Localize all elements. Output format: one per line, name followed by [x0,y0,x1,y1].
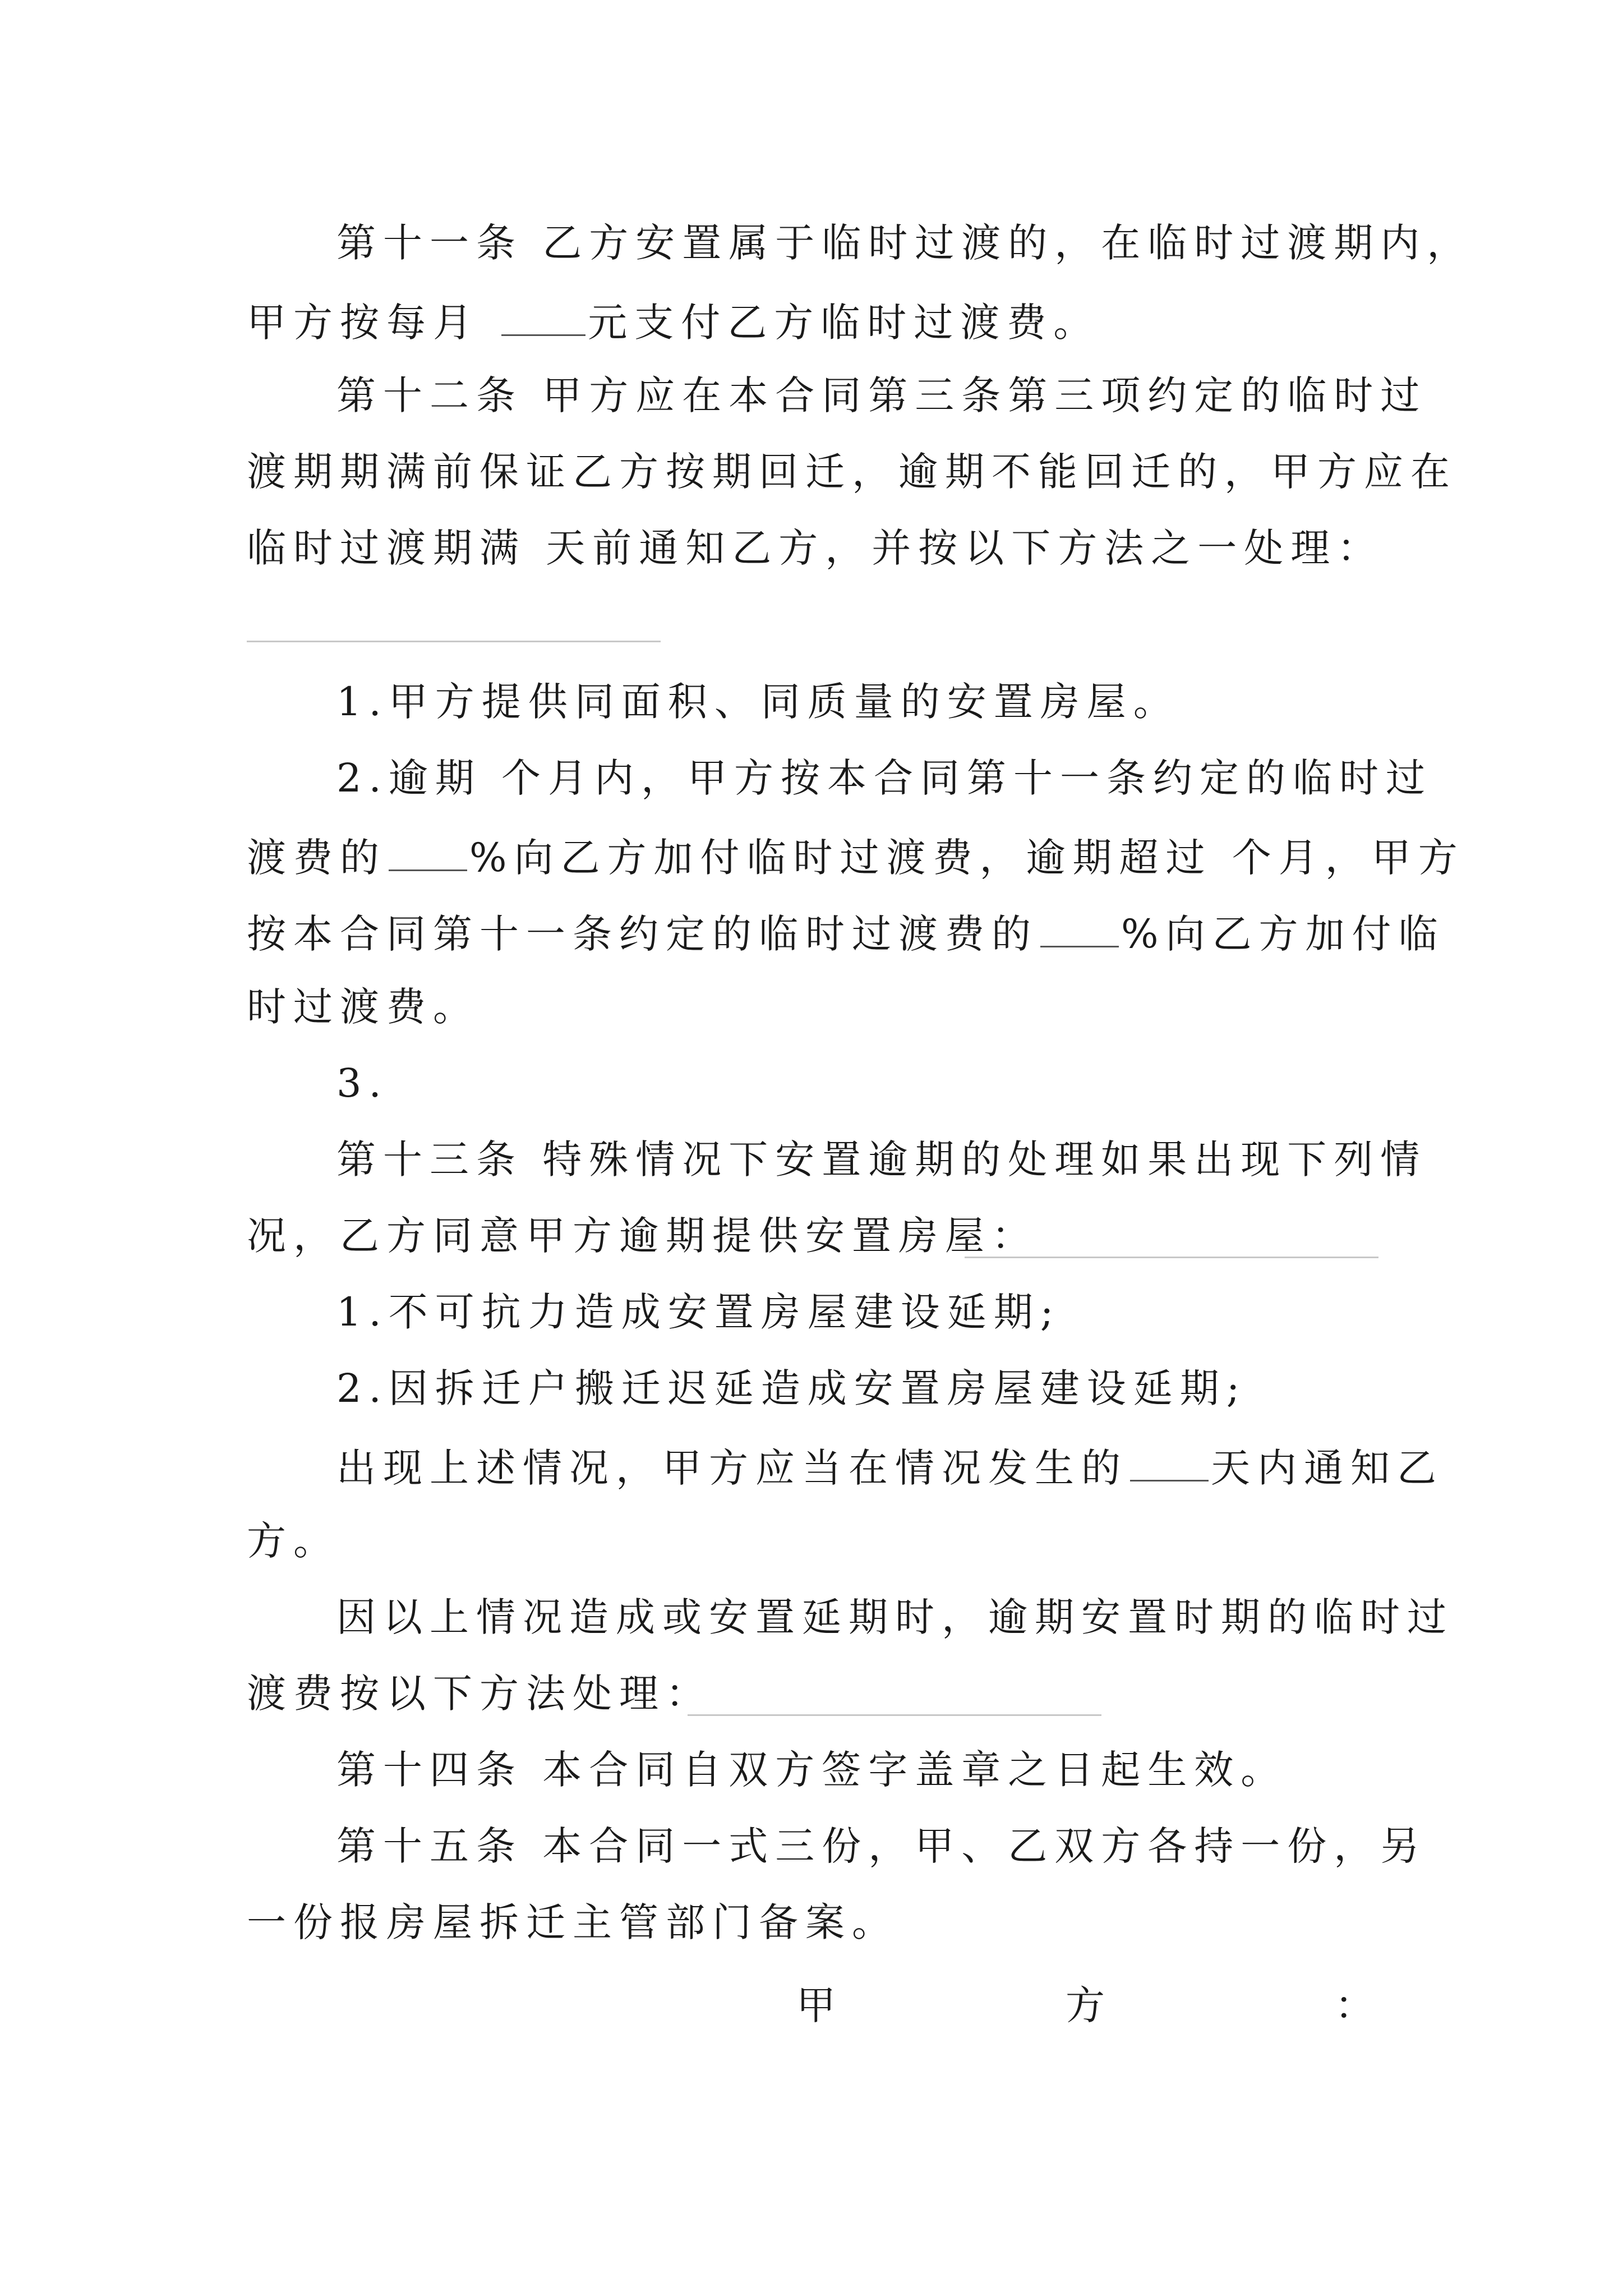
item-2-text-d: %向乙方加付临 [1121,911,1445,957]
article-11-line-1: 第十一条 乙方安置属于临时过渡的，在临时过渡期内， [336,220,1474,266]
article-12-line-3: 临时过渡期满 天前通知乙方，并按以下方法之一处理： [247,525,1384,571]
item-3: 3. [336,1060,389,1106]
item-1: 1.甲方提供同面积、同质量的安置房屋。 [336,679,1180,725]
signature-party-a-char-2: 方 [1066,1982,1105,2028]
article-12-line-1: 第十二条 甲方应在本合同第三条第三项约定的临时过 [336,372,1427,418]
signature-party-a-char-1: 甲 [796,1982,836,2028]
article-11-text-a: 甲方按每月 [247,300,500,346]
item-2-line-4: 时过渡费。 [247,984,479,1030]
item-2-text-b: %向乙方加付临时过渡费，逾期超过 个月，甲方 [469,835,1465,881]
delay-fee-fill-in-line [688,1714,1101,1716]
notice-line-2: 方。 [247,1518,340,1564]
article-13-line-2: 况，乙方同意甲方逾期提供安置房屋： [247,1213,1038,1259]
signature-party-a-colon: ： [1335,1982,1374,2028]
item-2-line-1: 2.逾期 个月内，甲方按本合同第十一条约定的临时过 [336,755,1433,801]
condition-1: 1.不可抗力造成安置房屋建设延期; [336,1289,1061,1335]
article-12-fill-in-line [247,641,661,642]
article-15-line-1: 第十五条 本合同一式三份，甲、乙双方各持一份，另 [336,1823,1427,1869]
article-13-line-1: 第十三条 特殊情况下安置逾期的处理如果出现下列情 [336,1137,1427,1182]
days-blank [1130,1445,1209,1481]
article-12-line-2: 渡期期满前保证乙方按期回迁，逾期不能回迁的，甲方应在 [247,449,1457,495]
condition-2: 2.因拆迁户搬迁迟延造成安置房屋建设延期; [336,1365,1247,1411]
article-11-line-2 [247,300,1100,346]
monthly-fee-blank [501,300,585,336]
item-2-line-2 [247,835,1465,881]
article-14: 第十四条 本合同自双方签字盖章之日起生效。 [336,1747,1288,1793]
notice-line-1 [336,1445,1444,1491]
delay-fee-line-2: 渡费按以下方法处理： [247,1671,712,1717]
article-11-text-b: 元支付乙方临时过渡费。 [588,300,1100,346]
notice-text-b: 天内通知乙 [1211,1445,1444,1491]
delay-fee-line-1: 因以上情况造成或安置延期时，逾期安置时期的临时过 [336,1594,1454,1640]
item-2-text-a: 渡费的 [247,835,386,881]
item-2-text-c: 按本合同第十一条约定的临时过渡费的 [247,911,1038,957]
percent-blank-2 [1040,911,1119,947]
notice-text-a: 出现上述情况，甲方应当在情况发生的 [336,1445,1128,1491]
article-15-line-2: 一份报房屋拆迁主管部门备案。 [247,1899,898,1945]
article-13-fill-in-line [965,1257,1378,1258]
percent-blank-1 [389,835,467,871]
item-2-line-3 [247,911,1445,957]
